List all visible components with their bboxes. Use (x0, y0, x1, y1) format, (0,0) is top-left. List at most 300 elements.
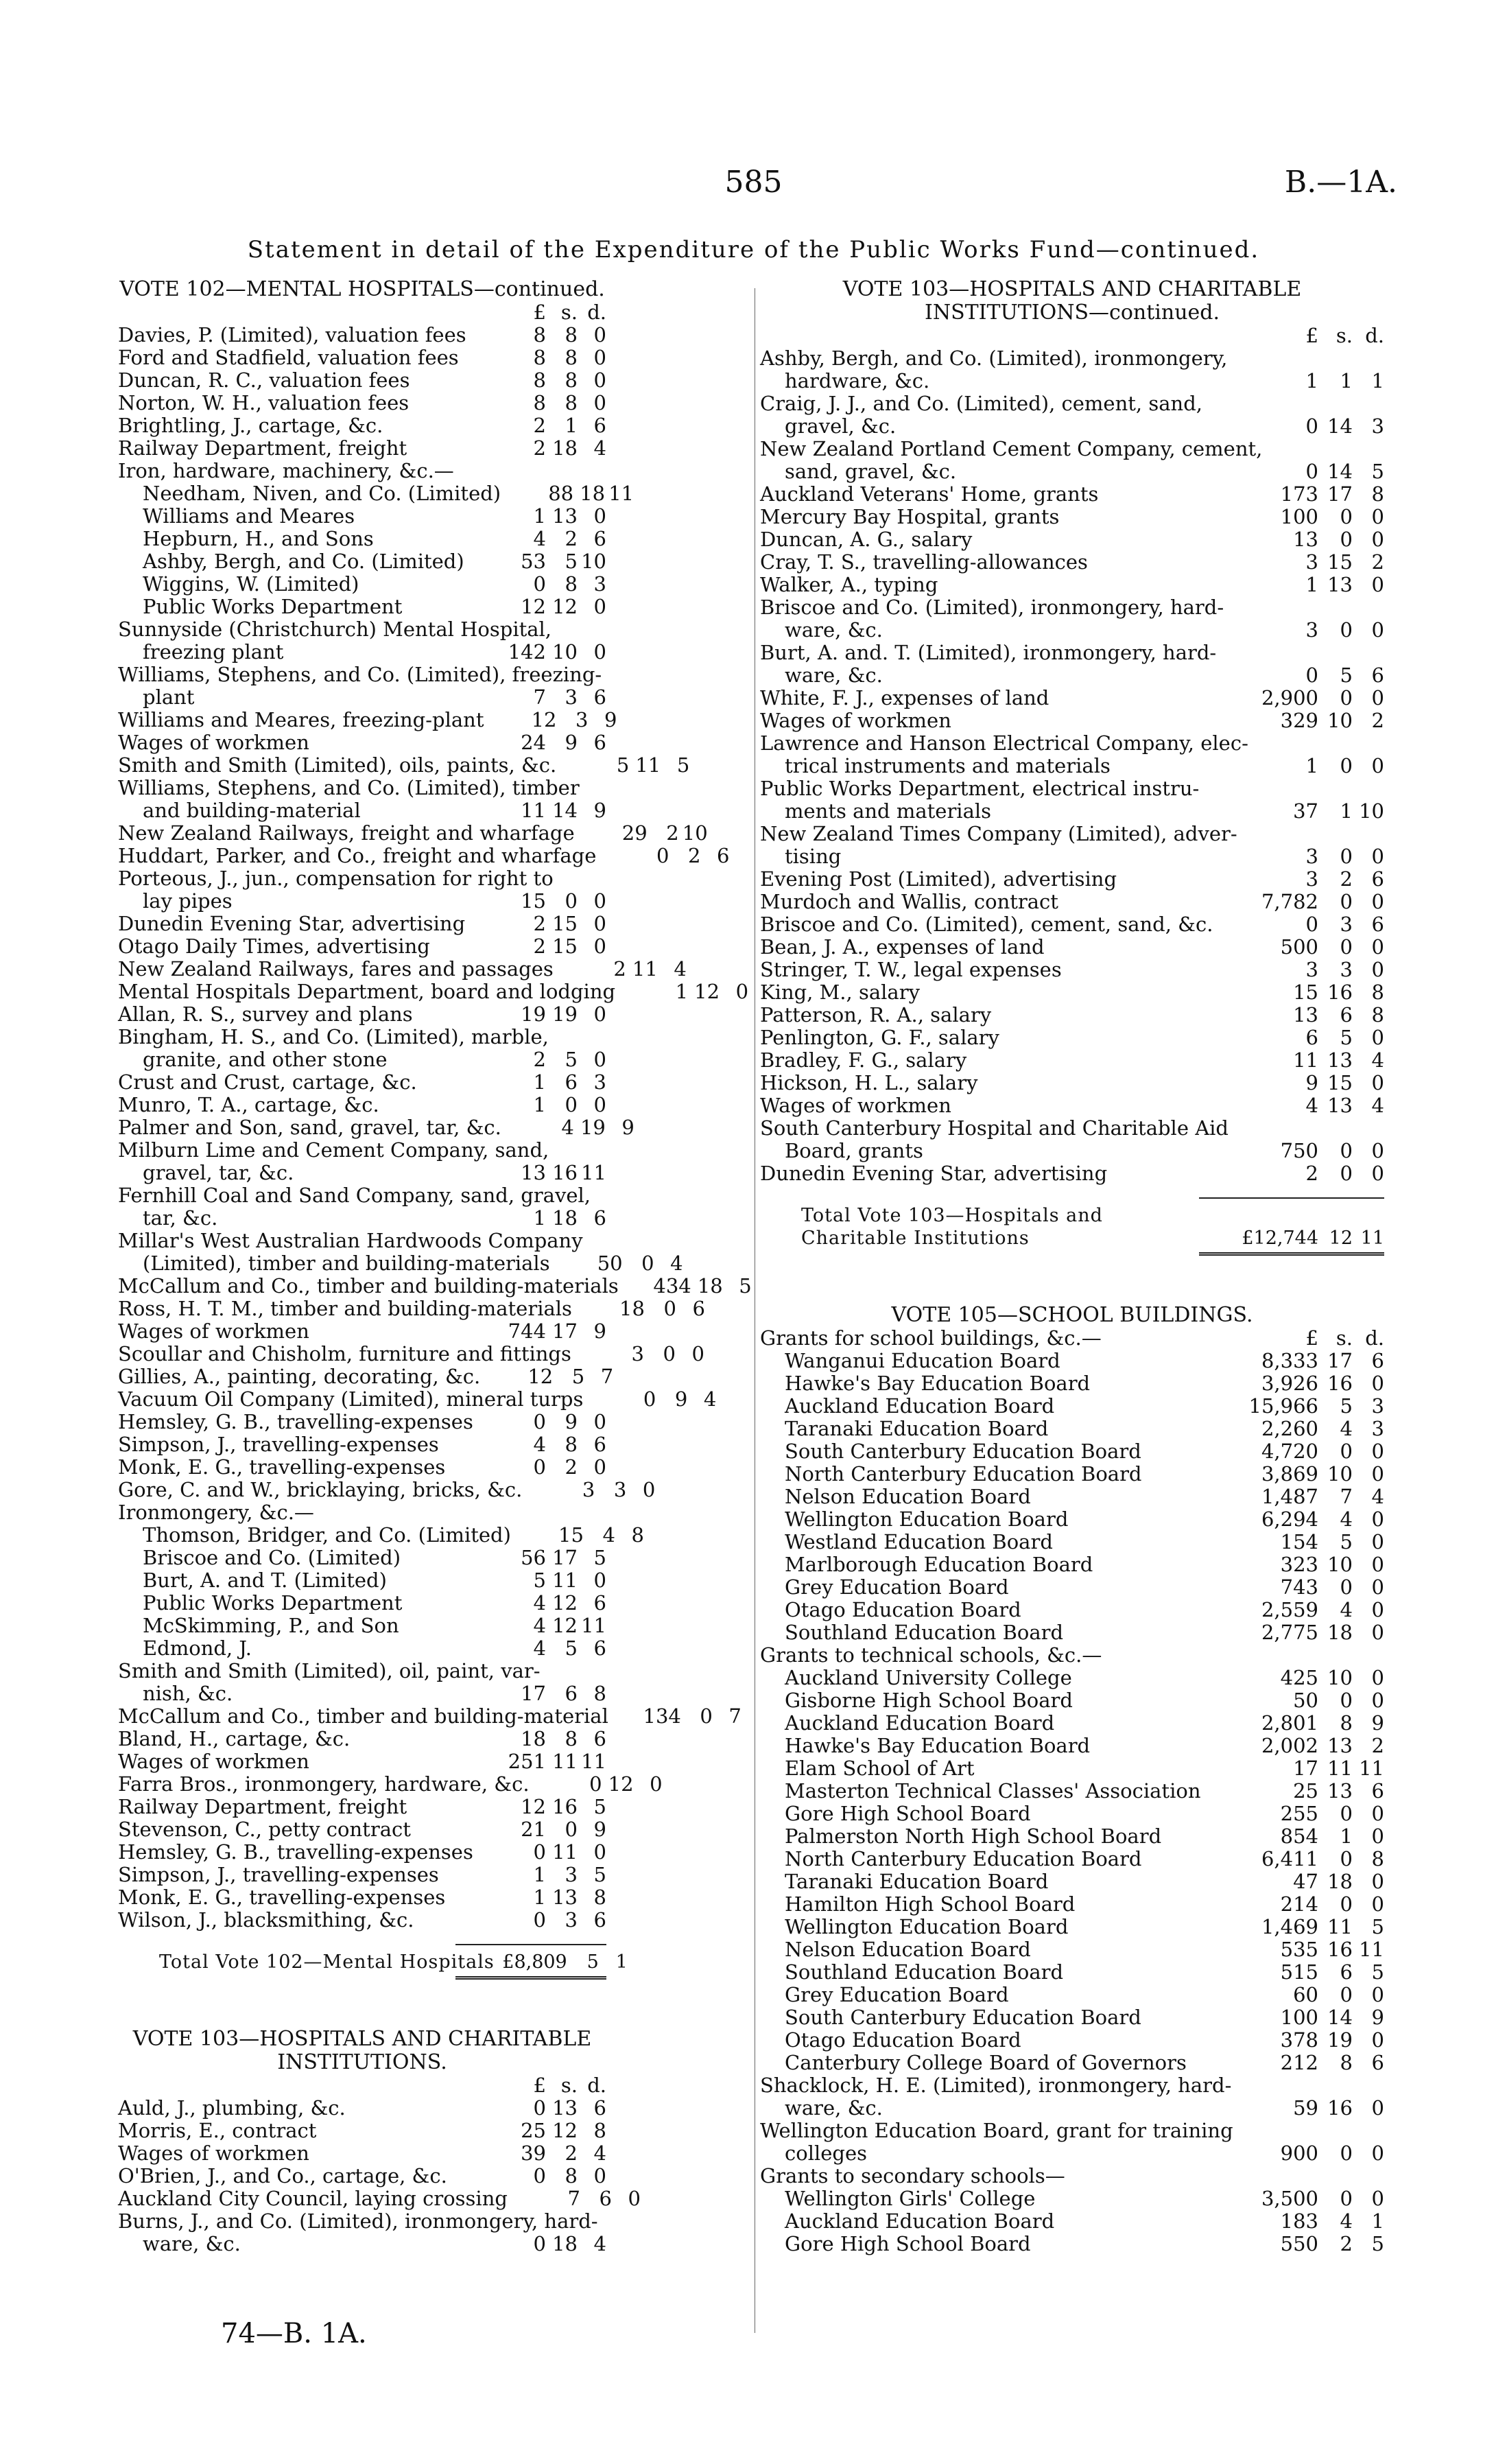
ledger-row (118, 1772, 663, 1796)
amount-shillings: 10 (552, 640, 578, 664)
entry-description: Walker, A., typing (760, 573, 938, 596)
amount-shillings: 1 (565, 414, 578, 437)
entry-amount (1215, 1599, 1384, 1621)
ledger-row (760, 1916, 1384, 1938)
ledger-row (760, 1418, 1384, 1440)
amount-pence: 0 (593, 1840, 606, 1864)
ledger-row (760, 959, 1384, 981)
entry-amount (480, 1365, 613, 1388)
entry-amount (1215, 1803, 1384, 1825)
entry-amount (1215, 1938, 1384, 1961)
ledger-row (760, 1848, 1384, 1870)
amount-shillings: 2 (565, 527, 578, 550)
entry-amount (1215, 2006, 1384, 2029)
entry-amount (1215, 551, 1384, 574)
ledger-row (760, 777, 1384, 800)
amount-pounds: 0 (533, 2232, 546, 2255)
ledger-row (760, 1049, 1384, 1072)
entry-amount (1215, 1848, 1384, 1870)
ledger-row (760, 1140, 1384, 1162)
entry-amount (1215, 2187, 1384, 2210)
entry-description: Cray, T. S., travelling-allowances (760, 550, 1088, 574)
amount-shillings: 0 (1340, 1440, 1353, 1463)
ledger-row (760, 732, 1384, 755)
entry-description: Wellington Education Board (785, 1915, 1069, 1938)
amount-pounds: 0 (1305, 913, 1318, 936)
ledger-row (118, 1297, 705, 1320)
entry-amount (473, 1411, 606, 1433)
amount-pence: 0 (593, 1410, 606, 1433)
amount-pence: 9 (593, 799, 606, 822)
amount-pounds: 8 (533, 368, 546, 392)
ledger-row (118, 777, 606, 799)
amount-pence: 4 (670, 1252, 683, 1275)
amount-pence: 5 (1371, 460, 1384, 483)
amount-pounds: 0 (533, 572, 546, 596)
entry-amount (473, 573, 606, 596)
amount-pence: 10 (581, 550, 606, 573)
amount-pence: 0 (1371, 1139, 1384, 1162)
ledger-row (760, 755, 1384, 777)
amount-pounds: 323 (1280, 1553, 1318, 1576)
ledger-row (760, 2120, 1384, 2142)
entry-amount (1215, 2029, 1384, 2052)
amount-pence: 0 (1371, 618, 1384, 642)
entry-description: Auckland City Council, laying crossing (118, 2187, 508, 2210)
amount-pounds: 1 (533, 1863, 546, 1886)
ledger-row (118, 2142, 606, 2165)
entry-description: Wilson, J., blacksmithing, &c. (118, 1908, 414, 1932)
ledger-row (760, 1893, 1384, 1916)
amount-pounds: 744 (508, 1319, 546, 1343)
amount-shillings: 17 (1327, 482, 1353, 506)
pounds-header: £ (533, 2074, 546, 2097)
amount-pence: 0 (1371, 1507, 1384, 1531)
entry-amount (1215, 460, 1384, 483)
entry-description: Simpson, J., travelling-expenses (118, 1863, 439, 1886)
entry-description: Grey Education Board (785, 1983, 1009, 2006)
entry-description: Murdoch and Wallis, contract (760, 890, 1058, 913)
amount-pounds: 8 (533, 391, 546, 414)
amount-pence: 4 (593, 436, 606, 460)
shillings-header: s. (560, 301, 578, 324)
entry-description: Williams, Stephens, and Co. (Limited), timber (118, 776, 580, 799)
entry-description: Ironmongery, &c.— (118, 1501, 314, 1524)
ledger-row (760, 596, 1384, 619)
amount-shillings: 8 (565, 346, 578, 369)
amount-shillings: 3 (1340, 958, 1353, 981)
ledger-row (118, 641, 606, 664)
entry-description: (Limited), timber and building-materials (143, 1252, 550, 1275)
ledger-row (118, 1139, 606, 1162)
vote-105-title: VOTE 105—SCHOOL BUILDINGS. (891, 1303, 1253, 1327)
amount-pounds: 2,900 (1261, 686, 1318, 709)
amount-shillings: 0 (1340, 935, 1353, 959)
ledger-row (760, 1094, 1384, 1117)
amount-pence: 4 (1371, 1094, 1384, 1117)
amount-shillings: 0 (1340, 2142, 1353, 2165)
amount-pounds: 9 (1305, 1071, 1318, 1094)
amount-pence: 0 (593, 1093, 606, 1116)
amount-shillings: 5 (565, 1048, 578, 1071)
entry-description: North Canterbury Education Board (785, 1847, 1142, 1870)
entry-description: ware, &c. (785, 618, 883, 642)
entry-description: Hickson, H. L., salary (760, 1071, 978, 1094)
amount-pounds: 18 (521, 1727, 546, 1750)
ledger-row (118, 1660, 606, 1682)
amount-shillings: 14 (552, 799, 578, 822)
ledger-row (760, 2142, 1384, 2165)
total-shillings: 5 (586, 1951, 599, 1973)
entry-amount (1215, 506, 1384, 528)
ledger-row (760, 1350, 1384, 1372)
amount-pounds: 8 (533, 323, 546, 347)
amount-pounds: 7,782 (1261, 890, 1318, 913)
amount-pence: 6 (593, 2096, 606, 2120)
total-pence: 11 (1360, 1228, 1384, 1249)
amount-pounds: 60 (1293, 1983, 1318, 2006)
entry-amount (511, 1524, 644, 1547)
ledger-row (118, 1026, 606, 1048)
amount-pounds: 854 (1280, 1824, 1318, 1848)
entry-amount (473, 799, 606, 822)
amount-pence: 6 (593, 527, 606, 550)
amount-shillings: 2 (1340, 867, 1353, 891)
ledger-row (760, 1938, 1384, 1961)
ledger-row (118, 935, 606, 958)
amount-pence: 0 (593, 1455, 606, 1479)
amount-pounds: 19 (521, 1002, 546, 1026)
entry-amount (473, 1909, 606, 1932)
ledger-row (760, 528, 1384, 551)
amount-pounds: 47 (1293, 1870, 1318, 1893)
entry-description: nish, &c. (143, 1682, 233, 1705)
ledger-row (760, 936, 1384, 959)
amount-pence: 0 (593, 912, 606, 935)
ledger-row (760, 2165, 1384, 2187)
amount-shillings: 5 (1340, 664, 1353, 687)
ledger-row (118, 686, 606, 709)
amount-pence: 8 (1371, 1003, 1384, 1026)
entry-amount (575, 822, 708, 845)
entry-amount (1215, 1372, 1384, 1395)
entry-description: ware, &c. (785, 2096, 883, 2120)
entry-description: Hawke's Bay Education Board (785, 1734, 1091, 1757)
amount-pounds: 29 (621, 821, 648, 845)
entry-amount (484, 709, 617, 731)
entry-description: Wellington Education Board (785, 1507, 1069, 1531)
entry-amount (1215, 1689, 1384, 1712)
ledger-row (760, 619, 1384, 642)
amount-pounds: 154 (1280, 1530, 1318, 1553)
amount-pence: 0 (1371, 2096, 1384, 2120)
ledger-row (118, 1207, 606, 1230)
ledger-row (118, 844, 730, 867)
amount-pounds: 3 (1305, 845, 1318, 868)
amount-shillings: 19 (580, 1116, 606, 1139)
amount-pence: 0 (1371, 2142, 1384, 2165)
entry-amount (1215, 1140, 1384, 1162)
amount-pounds: 500 (1280, 935, 1318, 959)
amount-shillings: 13 (1327, 1094, 1353, 1117)
ledger-row (760, 1576, 1384, 1599)
amount-pence: 6 (593, 1636, 606, 1660)
ledger-row (760, 2097, 1384, 2120)
entry-description: Lawrence and Hanson Electrical Company, elec- (760, 731, 1248, 755)
entry-amount (1215, 1735, 1384, 1757)
amount-pence: 5 (1371, 2232, 1384, 2255)
ledger-row (118, 980, 749, 1003)
entry-description: colleges (785, 2142, 868, 2165)
entry-amount (530, 1773, 663, 1796)
entry-amount (501, 482, 634, 505)
entry-amount (1215, 483, 1384, 506)
vote-102-total (118, 1951, 628, 1973)
amount-pence: 3 (1371, 1417, 1384, 1440)
amount-pounds: 0 (643, 1387, 656, 1411)
amount-pence: 0 (1371, 1892, 1384, 1916)
amount-shillings: 5 (565, 550, 578, 573)
entry-description: Public Works Department (143, 1591, 403, 1615)
amount-shillings: 0 (1340, 1892, 1353, 1916)
entry-description: Grants to secondary schools— (760, 2164, 1065, 2187)
amount-pounds: 25 (1293, 1779, 1318, 1803)
amount-pence: 4 (593, 2142, 606, 2165)
entry-amount (473, 437, 606, 460)
entry-description: Bean, J. A., expenses of land (760, 935, 1045, 959)
ledger-row (760, 1667, 1384, 1689)
amount-pence: 0 (1371, 1689, 1384, 1712)
entry-amount (473, 1071, 606, 1094)
entry-amount (473, 641, 606, 664)
entry-description: Duncan, R. C., valuation fees (118, 368, 410, 392)
amount-pounds: 4 (533, 527, 546, 550)
amount-shillings: 9 (565, 1410, 578, 1433)
entry-description: McSkimming, P., and Son (143, 1614, 399, 1637)
amount-pounds: 0 (533, 1908, 546, 1932)
amount-shillings: 7 (1340, 1485, 1353, 1508)
entry-amount (1215, 981, 1384, 1004)
amount-shillings: 4 (1340, 2209, 1353, 2233)
amount-pence: 6 (593, 1727, 606, 1750)
entry-description: Sunnyside (Christchurch) Mental Hospital, (118, 618, 552, 641)
entry-description: Bradley, F. G., salary (760, 1048, 967, 1072)
total-double-rule (455, 1976, 606, 1980)
entry-description: South Canterbury Hospital and Charitable Aid (760, 1116, 1229, 1140)
entry-description: Smith and Smith (Limited), oils, paints, &c. (118, 753, 557, 777)
amount-shillings: 5 (1340, 1530, 1353, 1553)
amount-pounds: 1,469 (1261, 1915, 1318, 1938)
amount-pence: 6 (1371, 913, 1384, 936)
ledger-row (118, 957, 687, 981)
ledger-row (760, 1644, 1384, 1667)
entry-description: Hemsley, G. B., travelling-expenses (118, 1840, 473, 1864)
amount-pounds: 100 (1280, 505, 1318, 528)
entry-description: Hepburn, H., and Sons (143, 527, 374, 550)
ledger-row (760, 1440, 1384, 1463)
ledger-row (760, 2006, 1384, 2029)
amount-shillings: 12 (608, 1772, 634, 1796)
ledger-row (760, 1508, 1384, 1531)
ledger-row (118, 2165, 606, 2187)
amount-pounds: 2,775 (1261, 1621, 1318, 1644)
amount-pounds: 88 (548, 482, 574, 505)
amount-shillings: 11 (552, 1750, 578, 1773)
amount-pence: 0 (593, 391, 606, 414)
entry-amount (1215, 664, 1384, 687)
amount-shillings: 12 (552, 1591, 578, 1615)
amount-pence: 6 (593, 1433, 606, 1456)
entry-description: Norton, W. H., valuation fees (118, 391, 410, 414)
amount-pounds: 11 (521, 799, 546, 822)
amount-pounds: 142 (508, 640, 546, 664)
entry-description: Monk, E. G., travelling-expenses (118, 1886, 446, 1909)
right-column (760, 278, 1384, 2255)
total-pounds: £8,809 (502, 1951, 567, 1973)
ledger-row (760, 642, 1384, 664)
amount-shillings: 18 (552, 436, 578, 460)
amount-shillings: 16 (552, 1161, 578, 1184)
amount-shillings: 0 (1340, 1575, 1353, 1599)
entry-amount (1215, 959, 1384, 981)
amount-pence: 0 (650, 1772, 663, 1796)
entry-description: Hawke's Bay Education Board (785, 1372, 1091, 1395)
entry-description: Nelson Education Board (785, 1938, 1031, 1961)
entry-description: Burt, A. and. T. (Limited), ironmongery, hard- (760, 641, 1217, 664)
total-label: Total Vote 102—Mental Hospitals (159, 1951, 495, 1973)
entry-amount (473, 596, 606, 618)
amount-shillings: 4 (602, 1523, 615, 1547)
entry-description: tising (785, 845, 842, 868)
ledger-row (118, 392, 606, 414)
amount-shillings: 10 (1327, 709, 1353, 732)
amount-pounds: 1 (1305, 369, 1318, 392)
entry-description: Southland Education Board (785, 1960, 1064, 1984)
ledger-row (118, 1682, 606, 1705)
amount-shillings: 9 (674, 1387, 688, 1411)
entry-description: Burt, A. and T. (Limited) (143, 1569, 387, 1592)
entry-amount (1215, 755, 1384, 777)
entry-description: Farra Bros., ironmongery, hardware, &c. (118, 1772, 530, 1796)
amount-shillings: 12 (552, 2119, 578, 2142)
entry-amount (473, 1886, 606, 1909)
amount-shillings: 6 (565, 1070, 578, 1094)
entry-amount (473, 1796, 606, 1818)
amount-pounds: 900 (1280, 2142, 1318, 2165)
amount-pence: 0 (1371, 1553, 1384, 1576)
ledger-row (118, 1615, 606, 1637)
amount-pounds: 1 (675, 980, 689, 1003)
amount-shillings: 6 (565, 1682, 578, 1705)
amount-pounds: 535 (1280, 1938, 1318, 1961)
amount-pence: 0 (1371, 1621, 1384, 1644)
entry-amount (473, 2233, 606, 2255)
amount-shillings: 0 (1340, 618, 1353, 642)
amount-pounds: 15 (558, 1523, 584, 1547)
amount-pence: 0 (593, 346, 606, 369)
amount-shillings: 5 (565, 1636, 578, 1660)
amount-pence: 9 (1371, 2006, 1384, 2029)
entry-description: gravel, &c. (785, 414, 897, 438)
amount-pounds: 4 (561, 1116, 574, 1139)
entry-amount (1215, 1961, 1384, 1984)
entry-amount (1215, 574, 1384, 596)
ledger-row (760, 664, 1384, 687)
amount-pounds: £ (1305, 1326, 1318, 1350)
amount-shillings: 2 (666, 821, 679, 845)
entry-amount (473, 913, 606, 935)
amount-shillings: 0 (1340, 845, 1353, 868)
amount-pounds: 4 (533, 1591, 546, 1615)
ledger-row (760, 1825, 1384, 1848)
amount-pounds: 3 (1305, 867, 1318, 891)
ledger-row (118, 731, 606, 754)
entry-description: Allan, R. S., survey and plans (118, 1002, 413, 1026)
amount-shillings: 5 (1340, 1026, 1353, 1049)
amount-pounds: 3 (1305, 958, 1318, 981)
amount-pounds: 3 (582, 1478, 595, 1501)
amount-shillings: 4 (1340, 1417, 1353, 1440)
amount-pounds: 53 (521, 550, 546, 573)
entry-description: Railway Department, freight (118, 1795, 407, 1818)
ledger-row (760, 2052, 1384, 2074)
entry-description: Crust and Crust, cartage, &c. (118, 1070, 417, 1094)
ledger-row (118, 913, 606, 935)
ledger-row (760, 1621, 1384, 1644)
entry-description: Taranaki Education Board (785, 1870, 1049, 1893)
entry-amount (473, 731, 606, 754)
entry-amount (1215, 687, 1384, 709)
entry-amount (1215, 1395, 1384, 1418)
amount-pence: 7 (600, 1365, 614, 1388)
ledger-row (118, 664, 606, 686)
amount-pounds: 255 (1280, 1802, 1318, 1825)
total-shillings: 12 (1329, 1228, 1353, 1249)
ledger-row (760, 438, 1384, 460)
entry-amount (583, 1388, 716, 1411)
ledger-row (118, 573, 606, 596)
ledger-row (118, 1411, 606, 1433)
ledger-row (118, 1750, 606, 1773)
total-double-rule (1199, 1252, 1384, 1256)
amount-pounds: 1 (533, 1093, 546, 1116)
vote-102-title: VOTE 102—MENTAL HOSPITALS—continued. (119, 277, 605, 301)
entry-amount (1215, 709, 1384, 732)
entry-description: Williams and Meares (143, 504, 355, 528)
entry-description: Iron, hardware, machinery, &c.— (118, 459, 454, 482)
amount-shillings: 18 (1327, 1621, 1353, 1644)
entry-description: ware, &c. (143, 2232, 241, 2255)
amount-pence: 8 (1371, 482, 1384, 506)
amount-pounds: 5 (533, 1569, 546, 1592)
ledger-row (760, 845, 1384, 868)
amount-pence: 5 (739, 1274, 752, 1298)
ledger-row (760, 1486, 1384, 1508)
amount-shillings: 13 (1327, 1779, 1353, 1803)
amount-pounds: 1 (533, 1070, 546, 1094)
amount-pounds: 2 (1305, 1162, 1318, 1185)
amount-shillings: 0 (565, 889, 578, 913)
amount-pounds: 2 (533, 935, 546, 958)
entry-description: Marlborough Education Board (785, 1553, 1093, 1576)
amount-pounds: 6 (1305, 1026, 1318, 1049)
entry-amount (473, 550, 606, 573)
entry-description: Gore High School Board (785, 1802, 1031, 1825)
entry-description: Otago Education Board (785, 1598, 1021, 1621)
ledger-row (118, 460, 606, 482)
ledger-row (118, 1003, 606, 1026)
amount-pence: 0 (1371, 1462, 1384, 1486)
